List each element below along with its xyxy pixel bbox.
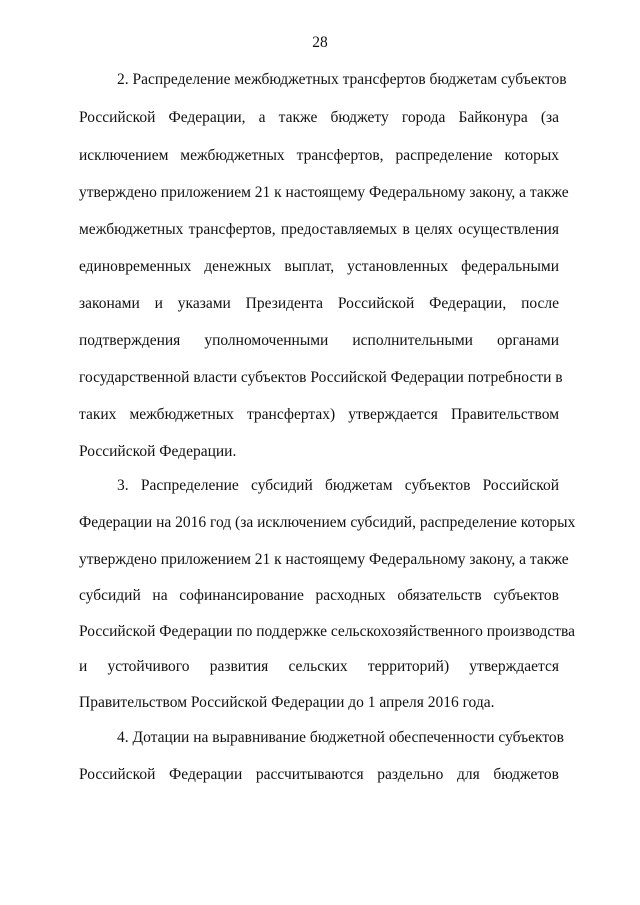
page-number: 28 (312, 34, 328, 51)
paragraph-line: Российской Федерации по поддержке сельскохозяйственного производства (79, 623, 576, 640)
paragraph-line: таких межбюджетных трансфертах) утверждается Правительством (79, 406, 559, 423)
paragraph-line: утверждено приложением 21 к настоящему Федеральному закону, а также (79, 551, 569, 568)
paragraph-line: Федерации на 2016 год (за исключением субсидий, распределение которых (79, 514, 576, 531)
paragraph-line: государственной власти субъектов Российской Федерации потребности в (79, 369, 563, 386)
paragraph-line: законами и указами Президента Российской Федерации, после (79, 295, 559, 312)
paragraph-line: и устойчивого развития сельских территорий) утверждается (79, 658, 559, 675)
paragraph-line: межбюджетных трансфертов, предоставляемых в целях осуществления (79, 221, 559, 238)
paragraph-line: субсидий на софинансирование расходных обязательств субъектов (79, 587, 559, 604)
paragraph-line: единовременных денежных выплат, установленных федеральными (79, 258, 559, 275)
paragraph-line: Российской Федерации рассчитываются раздельно для бюджетов (79, 766, 559, 783)
paragraph-line: Российской Федерации, а также бюджету города Байконура (за (79, 109, 559, 126)
paragraph-line: утверждено приложением 21 к настоящему Федеральному закону, а также (79, 184, 569, 201)
paragraph-line: 2. Распределение межбюджетных трансфертов бюджетам субъектов (117, 71, 567, 88)
paragraph-line: Правительством Российской Федерации до 1 апреля 2016 года. (79, 694, 495, 711)
paragraph-line: 4. Дотации на выравнивание бюджетной обеспеченности субъектов (117, 729, 564, 746)
paragraph-line: Российской Федерации. (79, 443, 237, 460)
paragraph-line: исключением межбюджетных трансфертов, распределение которых (79, 147, 559, 164)
paragraph-line: 3. Распределение субсидий бюджетам субъектов Российской (117, 477, 559, 494)
paragraph-line: подтверждения уполномоченными исполнительными органами (79, 332, 559, 349)
